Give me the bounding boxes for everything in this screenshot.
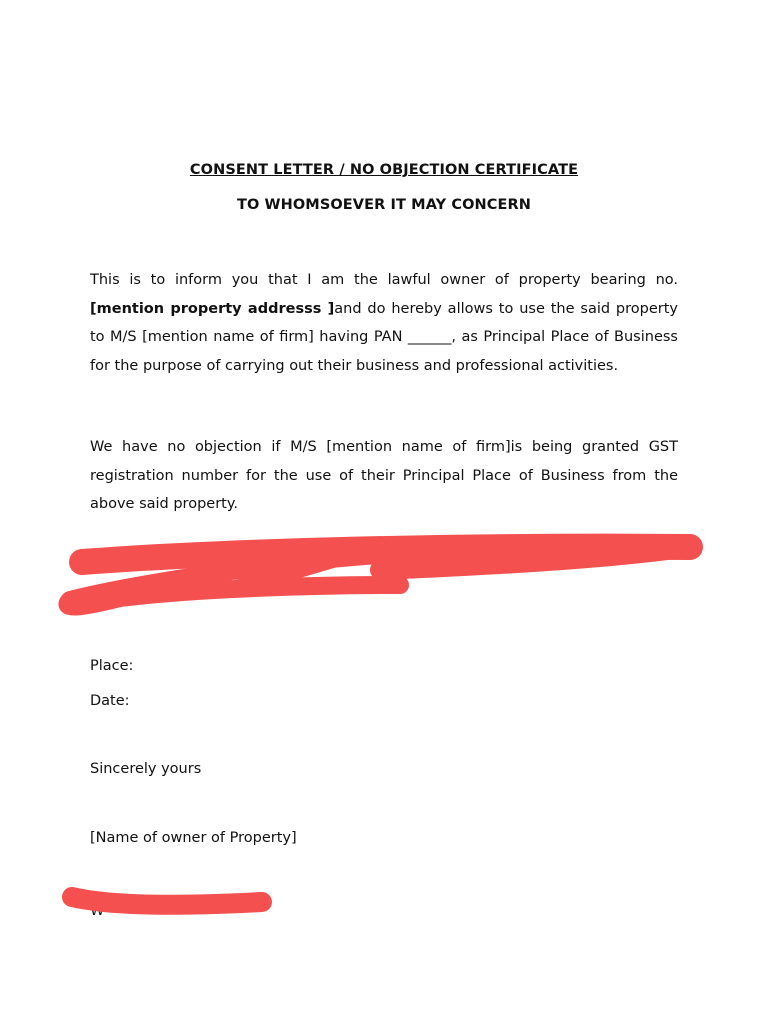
- redacted-text-fragment: IN WIT: [90, 548, 138, 564]
- redacted-text-fragment: of owner of property,: [385, 548, 539, 564]
- paragraph-ownership-text-2: and do hereby allows to use the said property to M/S [mention name of firm] having PAN ______, as Principal Place of Business for the purpose of carrying out their business and professional activities.: [90, 300, 678, 374]
- paragraph-no-objection: We have no objection if M/S [mention name of firm]is being granted GST registration number for the use of their Principal Place of Business from the above said property.: [90, 439, 678, 512]
- redaction-stroke-4: [230, 545, 380, 590]
- document-subtitle: TO WHOMSOEVER IT MAY CONCERN: [236, 197, 532, 213]
- document-title: CONSENT LETTER / NO OBJECTION CERTIFICATE: [189, 162, 579, 178]
- redacted-text-fragment: W: [90, 903, 105, 919]
- place-label: Place:: [90, 658, 134, 674]
- paragraph-ownership-text-1: This is to inform you that I am the lawful owner of property bearing no.: [90, 272, 678, 288]
- paragraph-ownership: [90, 266, 678, 380]
- property-address-placeholder: [mention property addresss ]: [90, 300, 335, 317]
- owner-name-placeholder: [Name of owner of Property]: [90, 830, 297, 846]
- closing-text: Sincerely yours: [90, 761, 202, 777]
- date-label: Date:: [90, 693, 130, 709]
